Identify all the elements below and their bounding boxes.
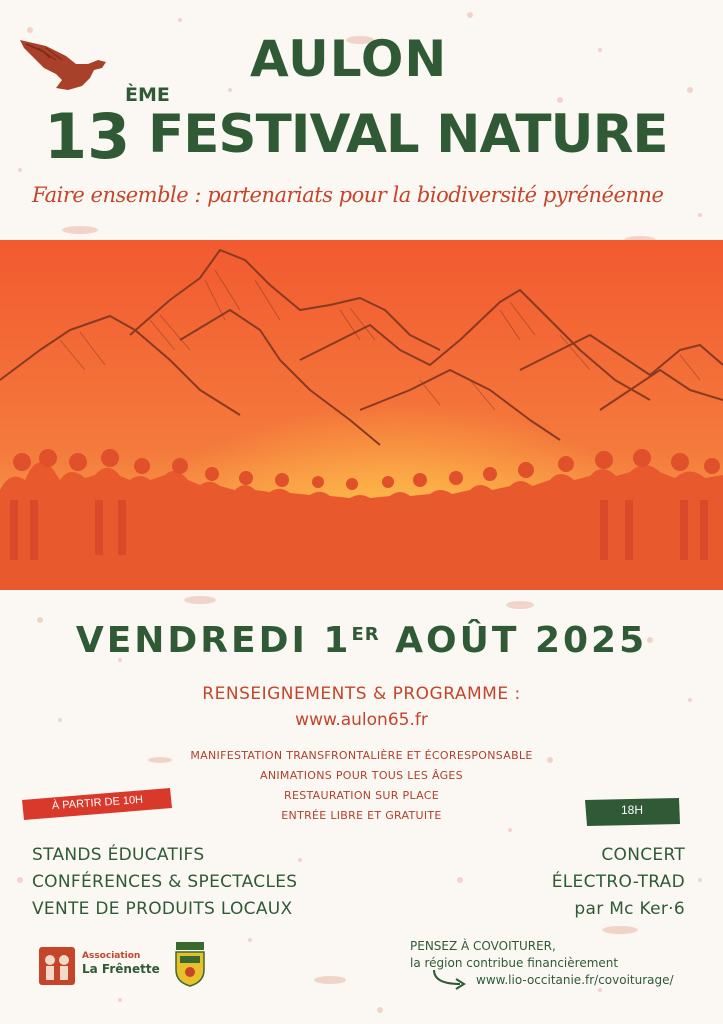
carpool-link[interactable]: www.lio-occitanie.fr/covoiturage/ [476,973,674,987]
event-date [0,620,723,661]
feature-line: ANIMATIONS POUR TOUS LES ÂGES [260,769,463,782]
daytime-item: VENTE DE PRODUITS LOCAUX [32,899,293,919]
association-label: Association [82,951,141,961]
village-crest-icon [172,940,208,988]
daytime-item: CONFÉRENCES & SPECTACLES [32,872,298,892]
carpool-heading: PENSEZ À COVOITURER, [410,939,556,953]
evening-line: CONCERT [601,845,685,865]
feature-line: MANIFESTATION TRANSFRONTALIÈRE ET ÉCORESPONSABLE [190,749,533,762]
date-day: VENDREDI 1 [75,620,352,661]
edition-number: 13 [44,100,131,173]
frenette-logo-icon [38,946,76,986]
festival-name: FESTIVAL NATURE [148,104,668,165]
daytime-item: STANDS ÉDUCATIFS [32,845,205,865]
mountain-crowd-banner [0,240,723,590]
daytime-badge: À PARTIR DE 10H [51,793,144,813]
eagle-icon [16,34,112,94]
feature-line: RESTAURATION SUR PLACE [284,789,439,802]
info-heading: RENSEIGNEMENTS & PROGRAMME : [202,684,521,704]
carpool-subtext: la région contribue financièrement [410,956,619,970]
title-place: AULON [250,30,448,88]
date-ordinal: ER [351,624,380,645]
feature-line: ENTRÉE LIBRE ET GRATUITE [281,809,442,822]
edition-suffix: ÈME [125,84,170,106]
evening-badge: 18H [620,803,643,817]
evening-line: par Mc Ker·6 [574,899,685,919]
evening-line: ÉLECTRO-TRAD [551,872,685,892]
tagline: Faire ensemble : partenariats pour la biodiversité pyrénéenne [32,183,664,207]
website-link[interactable]: www.aulon65.fr [295,710,428,730]
date-month-year: AOÛT 2025 [379,620,648,661]
association-name: La Frênette [82,962,160,976]
curved-arrow-icon [430,968,470,990]
